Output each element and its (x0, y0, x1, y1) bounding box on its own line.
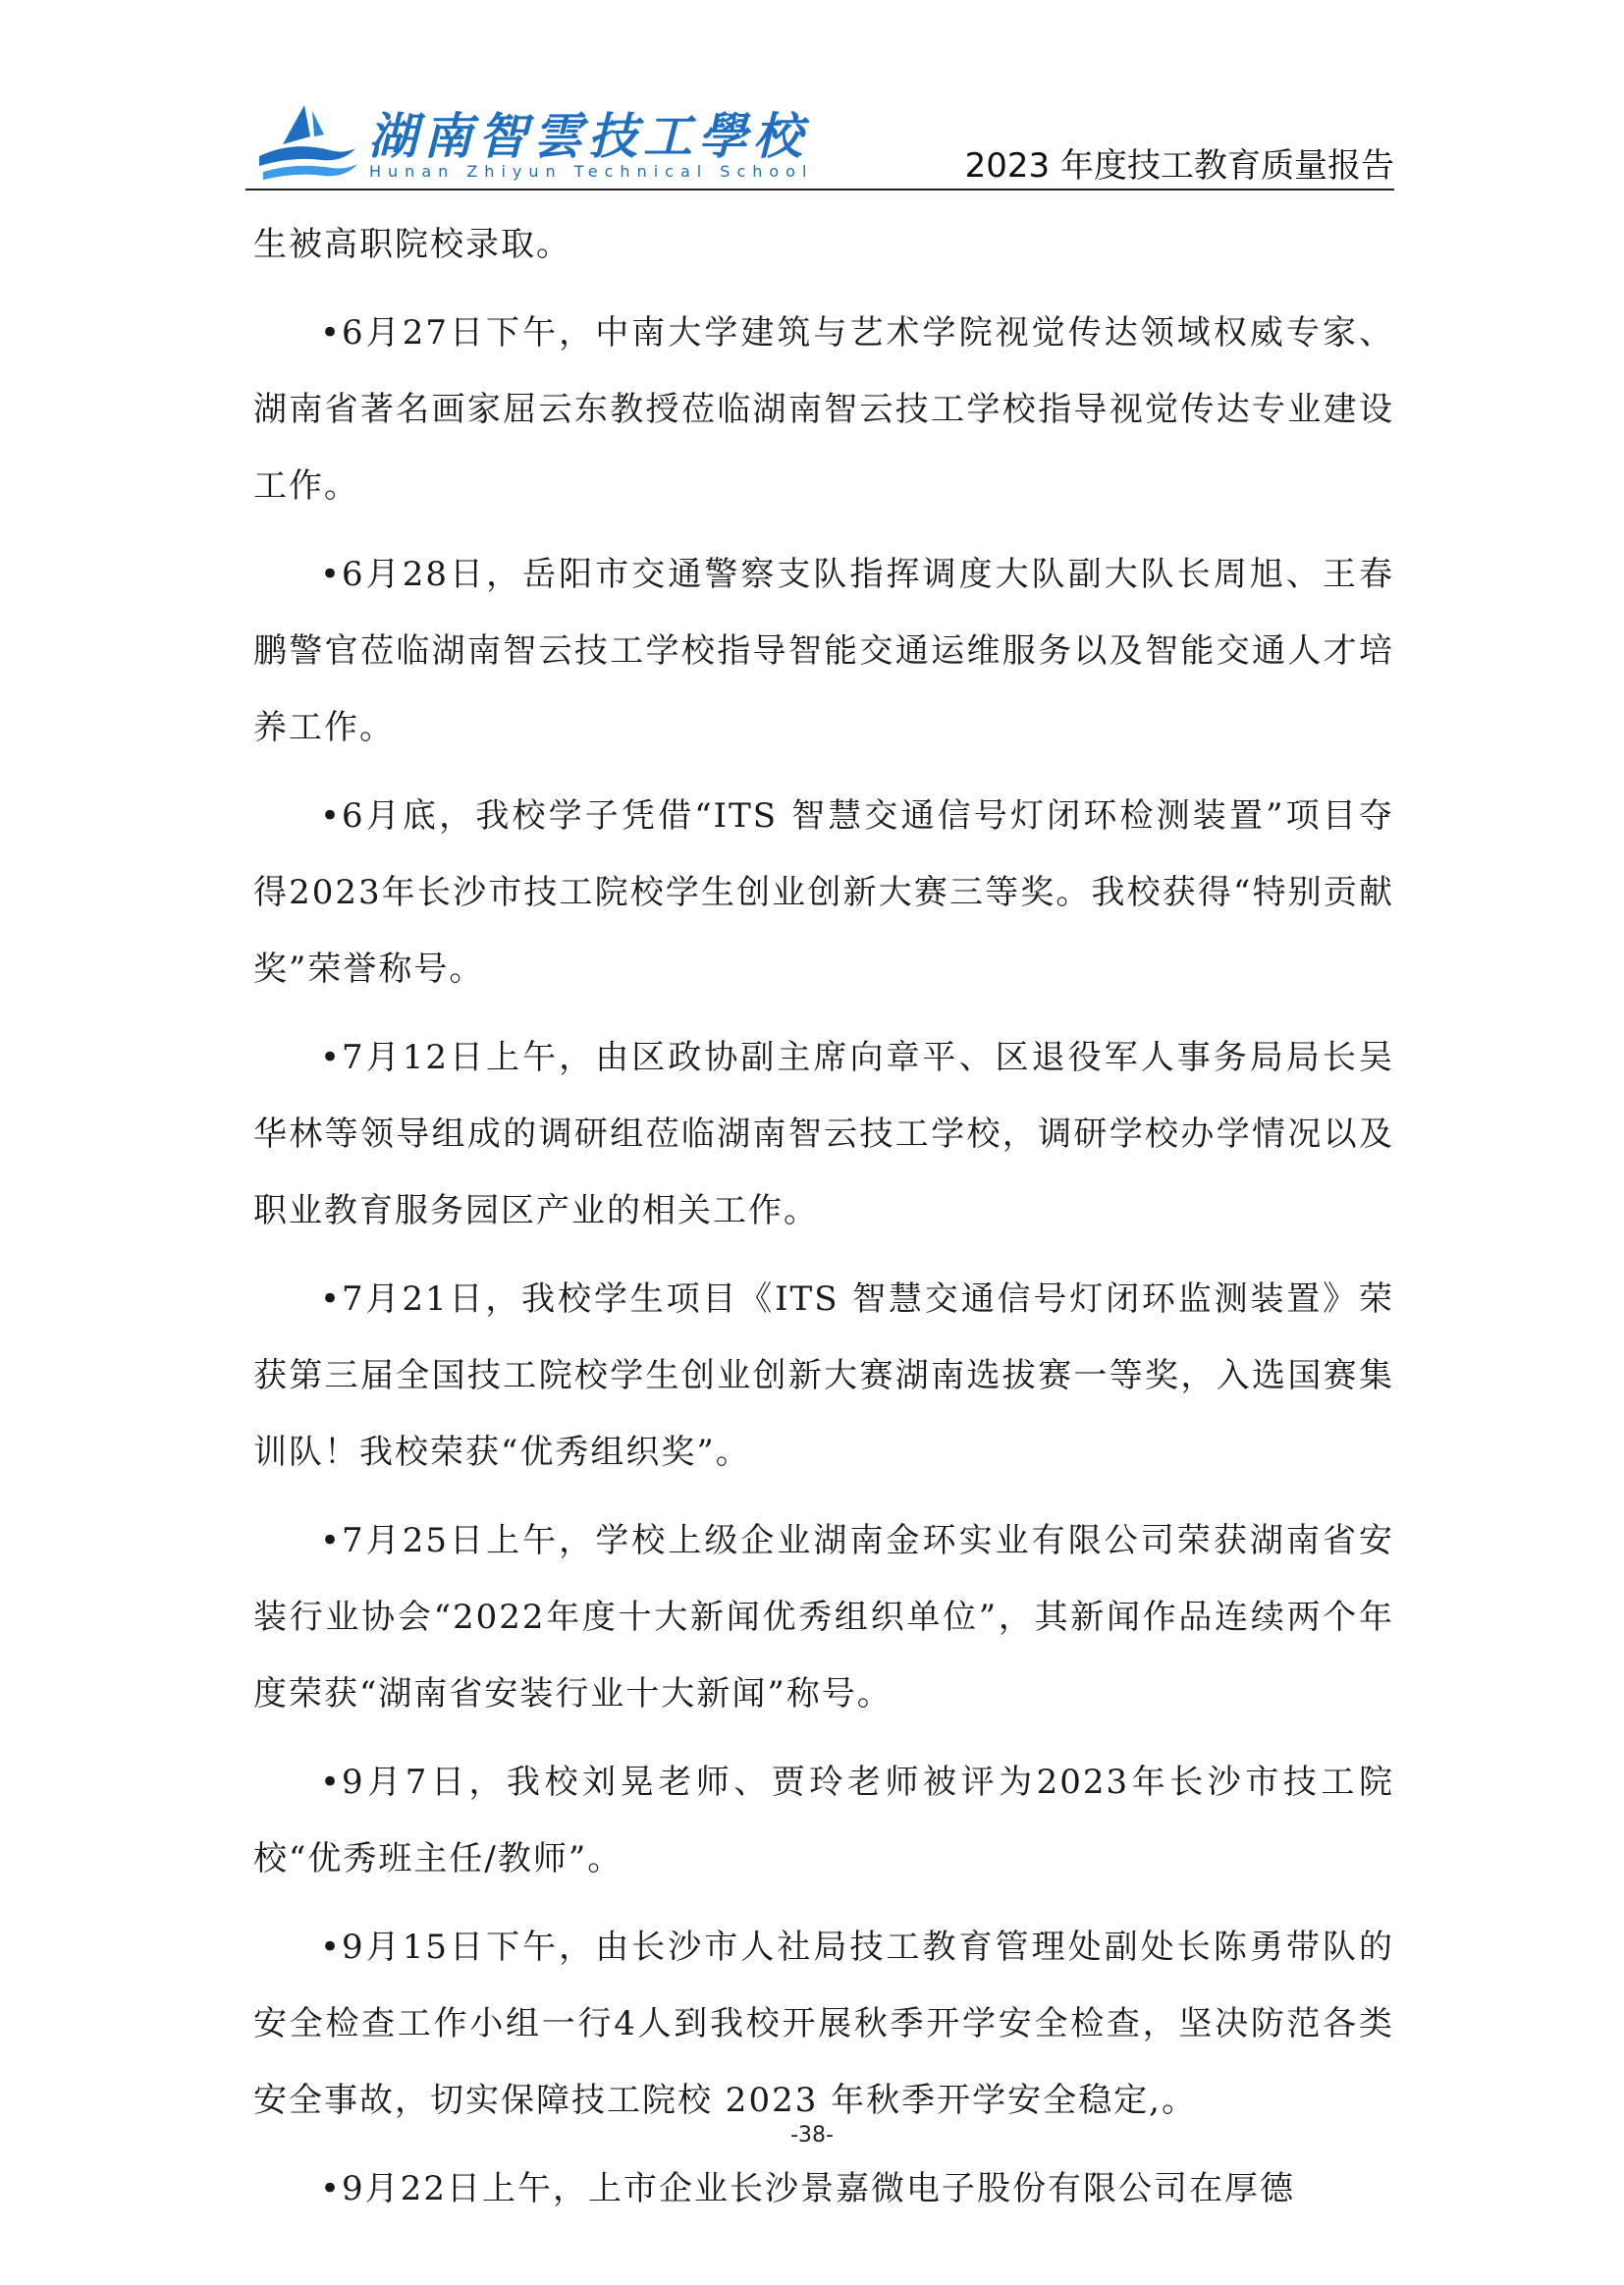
body-paragraph: •9月22日上午，上市企业长沙景嘉微电子股份有限公司在厚德 (320, 2169, 1295, 2208)
school-name-en: Hunan Zhiyun Technical School (369, 162, 814, 181)
school-logo (245, 93, 814, 191)
body-paragraph: 生被高职院校录取。 (253, 225, 571, 264)
document-body (253, 206, 1394, 2239)
body-paragraph: •9月15日下午，由长沙市人社局技工教育管理处副处长陈勇带队的安全检查工作小组一行4人到我校开展秋季开学安全检查，坚决防范各类安全事故，切实保障技工院校 2023 年秋季开学安全稳定,。 (253, 1928, 1394, 2120)
body-paragraph: •6月27日下午，中南大学建筑与艺术学院视觉传达领域权威专家、湖南省著名画家屈云东教授莅临湖南智云技工学校指导视觉传达专业建设工作。 (253, 313, 1394, 506)
wave-sail-logo-icon (253, 101, 361, 182)
body-paragraph: •7月21日，我校学生项目《ITS 智慧交通信号灯闭环监测装置》荣获第三届全国技工院校学生创业创新大赛湖南选拔赛一等奖，入选国赛集训队！我校荣获“优秀组织奖”。 (253, 1279, 1394, 1472)
page-header (245, 93, 1394, 191)
header-divider (245, 189, 1394, 190)
body-paragraph: •7月25日上午，学校上级企业湖南金环实业有限公司荣获湖南省安装行业协会“2022年度十大新闻优秀组织单位”，其新闻作品连续两个年度荣获“湖南省安装行业十大新闻”称号。 (253, 1521, 1394, 1714)
school-name-cn: 湖南智雲技工學校 (368, 107, 808, 165)
report-title: 2023 年度技工教育质量报告 (964, 146, 1394, 186)
page-number: -38- (790, 2123, 834, 2148)
body-paragraph: •9月7日，我校刘晃老师、贾玲老师被评为2023年长沙市技工院校“优秀班主任/教师”。 (253, 1763, 1394, 1878)
body-paragraph: •7月12日上午，由区政协副主席向章平、区退役军人事务局局长吴华林等领导组成的调研组莅临湖南智云技工学校，调研学校办学情况以及职业教育服务园区产业的相关工作。 (253, 1038, 1394, 1230)
body-paragraph: •6月28日，岳阳市交通警察支队指挥调度大队副大队长周旭、王春鹏警官莅临湖南智云技工学校指导智能交通运维服务以及智能交通人才培养工作。 (253, 555, 1394, 747)
body-paragraph: •6月底，我校学子凭借“ITS 智慧交通信号灯闭环检测装置”项目夺得2023年长沙市技工院校学生创业创新大赛三等奖。我校获得“特别贡献奖”荣誉称号。 (253, 796, 1394, 989)
